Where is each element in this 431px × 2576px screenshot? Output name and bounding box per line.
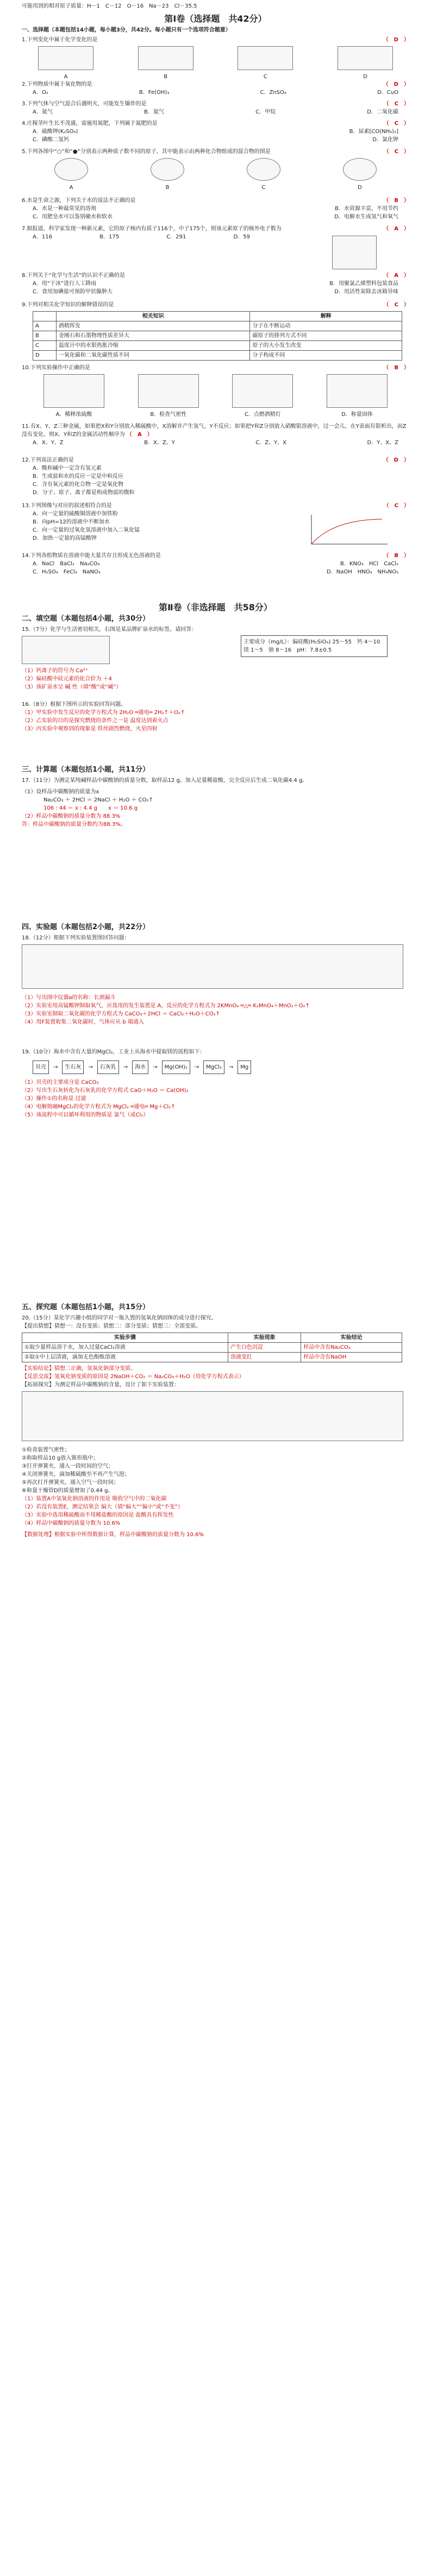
q20-table: 实验步骤 实验现象 实验结论 ①取少量样品溶于水，加入过量CaCl₂溶液 产生白色沉淀 样品中含有Na₂CO₃ ②取①中上层清液，滴加无色酚酞溶液 溶液变红 样品中含有NaOH (22, 1333, 402, 1362)
q11: 11.有X、Y、Z三种金属，如果把X和Y分别放入稀硫酸中，X溶解并产生氢气，Y不反应；如果把Y和Z分别放入硝酸银溶液中，过一会儿，在Y表面有银析出，而Z没有变化。则X、Y和Z的金属活动性顺序为 （ A ） A．X、Y、Z B．X、Z、Y C．Z、Y、X D．Y、X、Z (22, 424, 407, 446)
q1-figure-d (338, 46, 393, 70)
section2-title: 二、填空题（本题包括4小题，共30分） (22, 615, 150, 623)
section4-title: 四、实验题（本题包括2小题，共22分） (22, 923, 150, 931)
q19-flowchart: 贝壳 → 生石灰 → 石灰乳 → 海水 → Mg(OH)₂ → MgCl₂ → Mg (33, 1060, 409, 1074)
section1-title: 一、选择题（本题包括14小题，每小题3分，共42分。每小题只有一个选项符合题意） (22, 27, 231, 33)
q8: 8.下列关于“化学与生活”的认识不正确的是 （ A ） A．用“干冰”进行人工降雨 B．用聚氯乙烯塑料包装食品 C．食用加碘盐可预防甲状腺肿大 D．用活性炭除去冰箱异味 (22, 273, 409, 295)
q7: 7.据报道，科学家发现一种新元素，它的原子核内有质子116个，中子175个，则该元素原子的核外电子数为 （ A ） A．116 B．175 C．291 D．59 (22, 225, 409, 241)
q6: 6.水是生命之源，下列关于水的说法不正确的是 （ B ） A．水是一种最常见的溶剂 B．水资源丰富，不用节约 C．用肥皂水可以鉴别硬水和软水 D．电解水生成氢气和氧气 (22, 198, 409, 220)
q10-figure-a (43, 374, 104, 408)
q16: 16.（8分）根据下图所示的实验回答问题。 （1）甲实验中发生反应的化学方程式为 2H₂O ═通电═ 2H₂↑＋O₂↑ （2）乙实验的目的是探究燃烧的条件之一是 温度达到着火点 （3）丙实验中观察到的现象是 铁丝剧烈燃烧，火星四射 (22, 702, 185, 732)
q1-figure-c (238, 46, 293, 70)
q5-figure-c (247, 158, 280, 181)
q1-figure-a (38, 46, 93, 70)
q14: 14.下列各组物质在溶液中能大量共存且形成无色溶液的是 （ B ） A．NaCl BaCl₂ Na₂CO₃ B．KNO₃ HCl CaCl₂ C．H₂SO₄ FeCl₃ NaNO₃ D．NaOH HNO₃ NH₄NO₃ (22, 553, 409, 575)
q18-apparatus-figure (22, 944, 403, 989)
q10-figure-b (138, 374, 199, 408)
q17: 17.（11分）为测定某纯碱样品中碳酸钠的质量分数，取样品12 g，加入足量稀盐酸，完全反应后生成二氧化碳4.4 g。 （1）设样品中碳酸钠的质量为x Na₂CO₃ ＋ 2HCl ＝ 2NaCl ＋ H₂O ＋ CO₂↑ 106 : 44 ＝ x : 4.4 g x ＝ 10.6 g （2）样品中碳酸钠的质量分数为 88.3% 答：样品中碳酸钠的质量分数约为88.3%。 (22, 778, 308, 828)
q12: 12.下列说法正确的是 （ D ） A．酸和碱中一定含有氢元素 B．生成盐和水的反应一定是中和反应 C．含有氧元素的化合物一定是氧化物 D．分子、原子、离子都是构成物质的微粒 (22, 457, 409, 496)
q10-figure-d (327, 374, 388, 408)
q5: 5.下列各图中“○”和“●”分别表示两种质子数不同的原子，其中能表示由两种化合物组成的混合物的图是 （ C ） A B C D (22, 149, 409, 191)
q15-bottle-figure (22, 636, 110, 664)
q13-graph (301, 512, 393, 550)
q10: 10.下列实验操作中正确的是 （ B ） A．稀释浓硫酸 B．检查气密性 C．点燃酒精灯 D．称量固体 (22, 365, 409, 418)
atomic-masses: 可能用到的相对原子质量：H－1 C－12 O－16 Na－23 Cl－35.5 (22, 3, 197, 9)
q4: 4.庄稼茎叶生长不茂盛，需施用氮肥，下列属于氮肥的是 （ C ） A．硫酸钾(K₂SO₄) B．尿素[CO(NH₂)₂] C．磷酸二氢钙 D．氯化钾 (22, 121, 409, 143)
part2-title: 第Ⅱ卷（非选择题 共58分） (159, 602, 272, 613)
q1: 1.下列变化中属于化学变化的是 （ D ） A B C D (22, 37, 409, 80)
part1-title: 第Ⅰ卷（选择题 共42分） (164, 14, 267, 24)
q3: 3.下列气体与空气混合后遇明火，可能发生爆炸的是 （ C ） A．氮气 B．氦气 C．甲烷 D．二氧化碳 (22, 101, 409, 115)
q5-figure-d (343, 158, 377, 181)
q5-figure-b (151, 158, 184, 181)
q2: 2.下列物质中属于氧化物的是 （ D ） A．O₂ B．Fe(OH)₃ C．ZnSO₄ D．CuO (22, 81, 409, 96)
q9-table: 相关知识 解释 A 酒精挥发 分子在不断运动 B 金刚石和石墨物理性质差异大 碳原子的排列方式不同 C 温度计中的水银热胀冷缩 原子的大小发生改变 D 一氧化碳和二氧化碳性质不同 分子构成不同 (33, 311, 402, 361)
q1-figure-b (138, 46, 193, 70)
section3-title: 三、计算题（本题包括1小题，共11分） (22, 766, 150, 774)
q15-label-box: 主要成分（mg/L）：偏硅酸(H₂SiO₃) 25～55 钙 4～10 镁 1～5 钠 8～16 pH：7.8±0.5 (241, 635, 388, 657)
q20: 20.（15分）某化学兴趣小组的同学对一瓶久置的氢氧化钠固体的成分进行探究。 【提出猜想】猜想一：没有变质；猜想二：部分变质；猜想三：全部变质。 实验步骤 实验现象 实验结论 ①取少量样品溶于水，加入过量CaCl₂溶液 产生白色沉淀 样品中含有Na₂CO₃ ②取①中上层清液，滴加无色酚酞溶液 溶液变红 样品中含有NaOH 【实验结论】猜想二正确，氢氧化钠部分变质。 【反思交流】氢氧化钠变质的原因是 2NaOH＋CO₂ ＝ Na₂CO₃＋H₂O（用化学方程式表示） 【拓展探究】为测定样品中碳酸钠的含量，设计了如下实验装置： ①检查装置气密性； ②称取样品10 g放入锥形瓶中； ③打开弹簧夹，通入一段时间的空气； ④关闭弹簧夹，滴加稀硫酸至不再产生气泡； ⑤再次打开弹簧夹，通入空气一段时间； ⑥称量干燥管D的质量增加了0.44 g。 （1）装置A中氢氧化钠溶液的作用是 吸收空气中的二氧化碳 （2）若没有装置E，测定结果会 偏大（填“偏大”“偏小”或“不变”） （3）实验中选用稀硫酸而不用稀盐酸的原因是 盐酸具有挥发性 （4）样品中碳酸钠的质量分数为 10.6% 【数据处理】根据实验中所得数据计算，样品中碳酸钠的质量分数为 10.6% (22, 1314, 409, 1539)
q13: 13.下列图像与对应的叙述相符合的是 （ C ） A．向一定量的硫酸铜溶液中加铁粉 B．向pH=12的溶液中不断加水 C．向一定量的过氧化氢溶液中加入二氧化锰 D．加热一定量的高锰酸钾 (22, 502, 409, 542)
q5-figure-a (54, 158, 88, 181)
section5-title: 五、探究题（本题包括1小题，共15分） (22, 1303, 150, 1311)
q7-figure (332, 236, 377, 269)
q15: 15.（7分）化学与生活密切相关，右图是某品牌矿泉水的标签。请回答： 主要成分（mg/L）：偏硅酸(H₂SiO₃) 25～55 钙 4～10 镁 1～5 钠 8～16 pH：7.8±0.5 （1）钙离子的符号为 Ca²⁺ （2）偏硅酸中硅元素的化合价为 ＋4 （3）该矿泉水呈 碱 性（填“酸”或“碱”） (22, 626, 409, 691)
q9: 9.下列对相关化学知识的解释错误的是 （ C ） 相关知识 解释 A 酒精挥发 分子在不断运动 B 金刚石和石墨物理性质差异大 碳原子的排列方式不同 C 温度计中的水银热胀冷缩 原子的大小发生改变 D 一氧化碳和二氧化碳性质不同 分子构成不同 (22, 301, 409, 361)
q19: 19.（10分）海水中含有大量的MgCl₂，工业上从海水中提取镁的流程如下： 贝壳 → 生石灰 → 石灰乳 → 海水 → Mg(OH)₂ → MgCl₂ → Mg （1）贝壳的主要成分是 CaCO₃ （2）写出生石灰转化为石灰乳的化学方程式 CaO＋H₂O ＝ Ca(OH)₂ （3）操作①的名称是 过滤 （4）电解熔融MgCl₂的化学方程式为 MgCl₂ ═通电═ Mg＋Cl₂↑ （5）该流程中可以循环利用的物质是 氯气（或Cl₂） (22, 1048, 409, 1119)
q10-figure-c (232, 374, 293, 408)
q20-apparatus-figure (22, 1391, 403, 1441)
q18: 18.（12分）根据下列实验装置图回答问题： （1）写出图中仪器a的名称：长颈漏斗 （2）实验室用高锰酸钾制取氧气，应选用的发生装置是 A，反应的化学方程式为 2KMnO₄ ═△═ K₂MnO₄＋MnO₂＋O₂↑ （3）实验室制取二氧化碳的化学方程式为 CaCO₃＋2HCl ＝ CaCl₂＋H₂O＋CO₂↑ （4）用F装置收集二氧化碳时，气体应从 b 端通入 (22, 934, 409, 1026)
